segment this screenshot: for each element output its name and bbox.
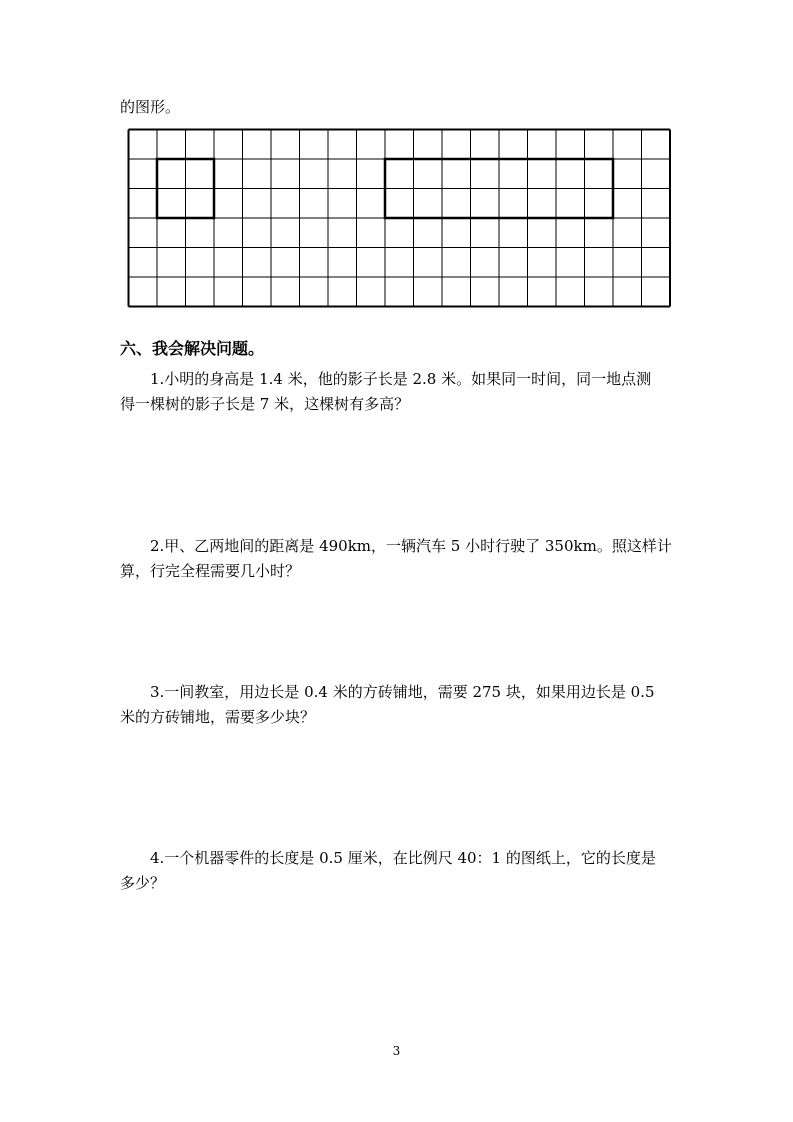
problem-2-line2: 算，行完全程需要几小时？ (120, 562, 301, 580)
problem-2-line1: 2.甲、乙两地间的距离是 490km，一辆汽车 5 小时行驶了 350km。照这样计 (150, 537, 672, 555)
problem-1-line1: 1.小明的身高是 1.4 米，他的影子长是 2.8 米。如果同一时间，同一地点测 (150, 370, 652, 388)
square-grid (127, 128, 672, 312)
section-title: 六、我会解决问题。 (120, 339, 265, 358)
page-number: 3 (392, 1044, 401, 1058)
problem-4 (120, 846, 680, 896)
problem-3 (120, 680, 680, 730)
problem-1 (120, 367, 680, 417)
problem-4-line1: 4.一个机器零件的长度是 0.5 厘米，在比例尺 40：1 的图纸上，它的长度是 (150, 849, 656, 867)
problem-3-line2: 米的方砖铺地，需要多少块？ (120, 708, 316, 726)
problem-1-line2: 得一棵树的影子长是 7 米，这棵树有多高？ (120, 395, 410, 413)
problem-3-line1: 3.一间教室，用边长是 0.4 米的方砖铺地，需要 275 块，如果用边长是 0.5 (150, 683, 655, 701)
intro-text: 的图形。 (120, 98, 181, 116)
problem-2 (120, 534, 680, 584)
problem-4-line2: 多少？ (120, 874, 166, 892)
